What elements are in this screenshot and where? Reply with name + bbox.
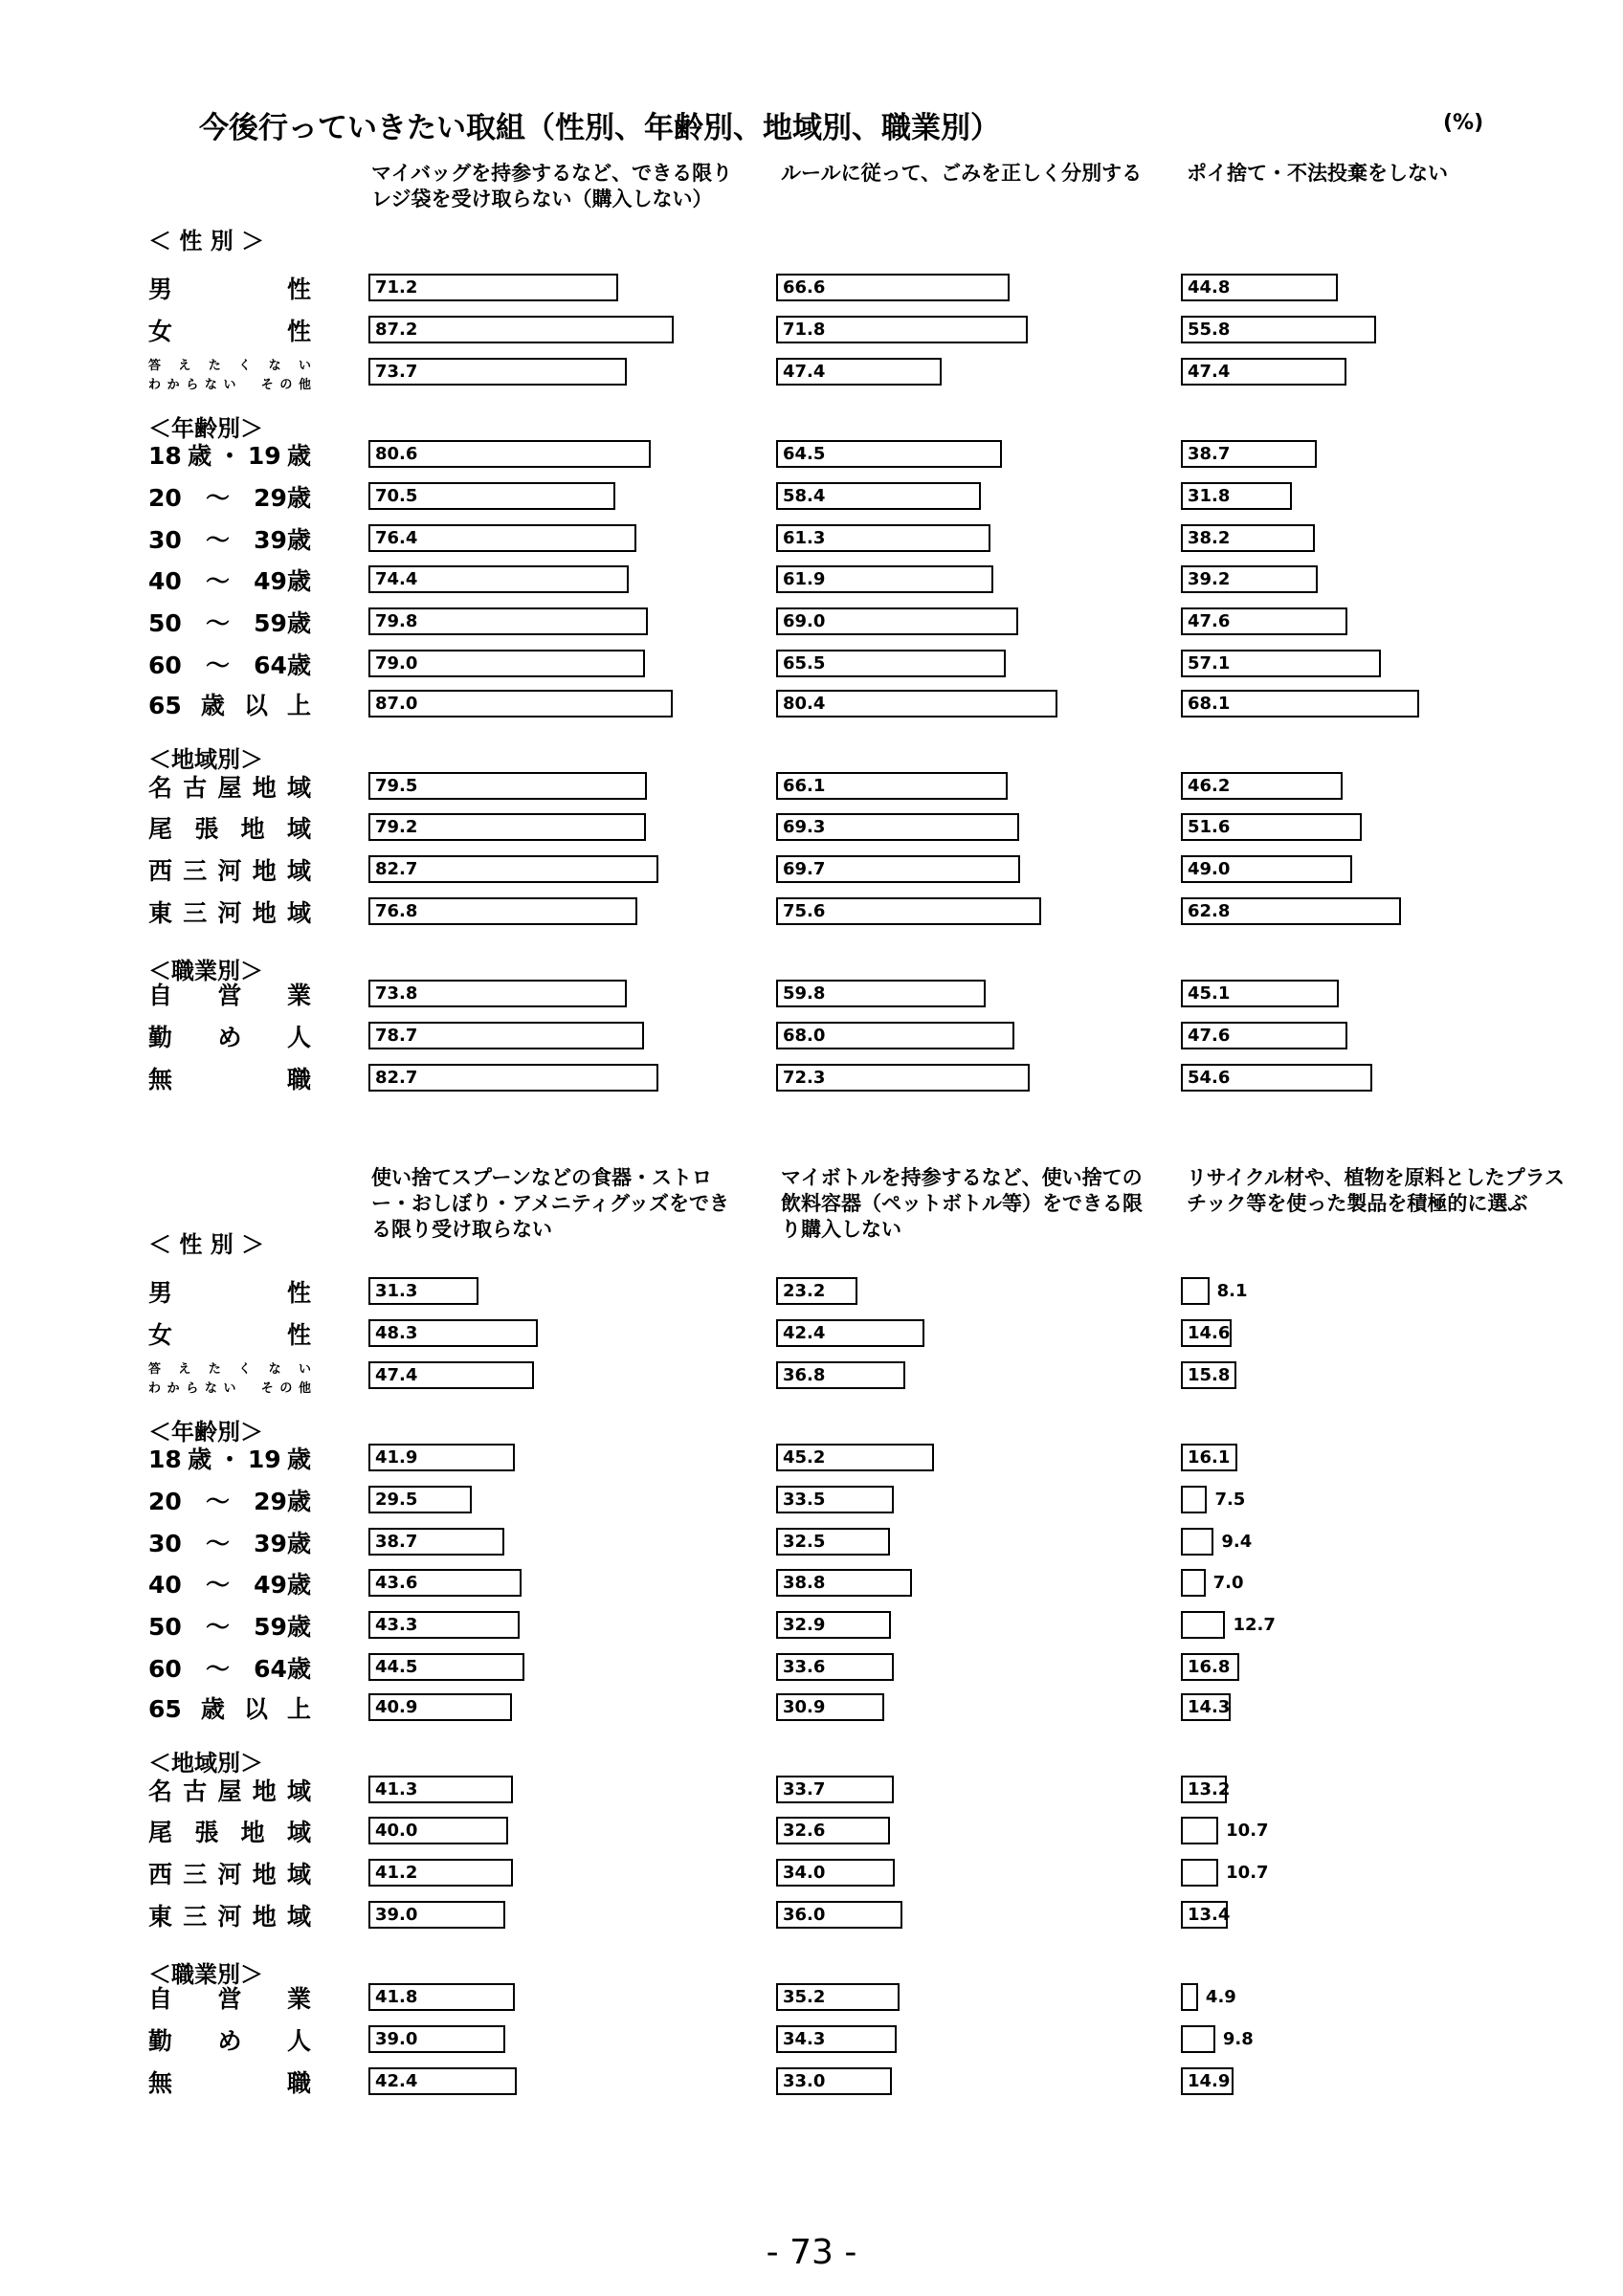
bar-label-c3-r1: 44.8 [1188, 277, 1231, 298]
bar-label-c2-r1: 66.6 [783, 277, 826, 298]
row-label-nishimikawa-s1: 西三河地域 [148, 857, 311, 885]
bar-label-c5-r11: 33.7 [783, 1779, 826, 1799]
bar-label-c4-r1: 31.3 [375, 1281, 418, 1301]
bar-label-c1-r14: 76.8 [375, 901, 418, 921]
row-label-higashimikawa-s1: 東三河地域 [148, 899, 311, 927]
bar-label-c4-r5: 29.5 [375, 1490, 418, 1510]
chart-title-2: ルールに従って、ごみを正しく分別する [781, 162, 1143, 185]
bar-label-c1-r10: 87.0 [375, 694, 418, 714]
bar-label-c3-r13: 49.0 [1188, 859, 1231, 879]
bar-c6-r16 [1181, 2025, 1215, 2053]
bar-label-c4-r2: 48.3 [375, 1323, 418, 1343]
bar-label-c5-r15: 35.2 [783, 1987, 826, 2007]
row-label-female-s2: 女 性 [148, 1321, 311, 1349]
row-label-nagoya-s2: 名古屋地域 [148, 1777, 311, 1805]
row-label-age65-s2: 65歳以上 [148, 1695, 311, 1723]
bar-label-c5-r17: 33.0 [783, 2071, 826, 2091]
chart-title-6: リサイクル材や、植物を原料としたプラスチック等を使った製品を積極的に選ぶ [1187, 1166, 1566, 1215]
row-label-male-s1: 男 性 [148, 276, 311, 303]
bar-label-c6-r3: 15.8 [1188, 1365, 1231, 1385]
bar-label-c3-r17: 54.6 [1188, 1068, 1231, 1088]
bar-label-c6-r8: 12.7 [1233, 1615, 1276, 1635]
row-label-unemployed-s1: 無職 [148, 1066, 311, 1093]
row-label-male-s2: 男 性 [148, 1279, 311, 1307]
bar-label-c6-r2: 14.6 [1188, 1323, 1231, 1343]
group-heading-region: ＜地域別＞ [148, 1750, 263, 1777]
bar-label-c6-r5: 7.5 [1214, 1490, 1246, 1510]
bar-label-c5-r10: 30.9 [783, 1697, 826, 1717]
bar-label-c2-r15: 59.8 [783, 983, 826, 1004]
group-heading-sex: ＜ 性 別 ＞ [148, 228, 265, 254]
bar-label-c3-r16: 47.6 [1188, 1026, 1231, 1046]
bar-label-c6-r1: 8.1 [1216, 1281, 1248, 1301]
group-heading-job: ＜職業別＞ [148, 1961, 263, 1988]
row-label-age20-s2: 20 ～ 29歳 [148, 1488, 311, 1515]
bar-label-c1-r9: 79.0 [375, 653, 418, 673]
bar-label-c3-r5: 31.8 [1188, 486, 1231, 506]
bar-label-c1-r12: 79.2 [375, 817, 418, 837]
unit-label: (%) [1443, 111, 1484, 135]
bar-label-c6-r6: 9.4 [1221, 1532, 1253, 1552]
row-label-higashimikawa-s2: 東三河地域 [148, 1903, 311, 1931]
bar-label-c1-r16: 78.7 [375, 1026, 418, 1046]
bar-label-c2-r13: 69.7 [783, 859, 826, 879]
bar-c6-r15 [1181, 1983, 1198, 2011]
bar-label-c1-r8: 79.8 [375, 611, 418, 631]
bar-label-c1-r5: 70.5 [375, 486, 418, 506]
bar-label-c1-r7: 74.4 [375, 569, 418, 589]
row-label-age18-s2: 18歳・19歳 [148, 1446, 311, 1473]
bar-c6-r5 [1181, 1486, 1207, 1513]
bar-label-c4-r10: 40.9 [375, 1697, 418, 1717]
bar-label-c5-r12: 32.6 [783, 1821, 826, 1841]
bar-label-c1-r3: 73.7 [375, 362, 418, 382]
bar-label-c3-r2: 55.8 [1188, 320, 1231, 340]
row-label-owari-s1: 尾張地域 [148, 815, 311, 843]
bar-label-c3-r15: 45.1 [1188, 983, 1231, 1004]
group-heading-age: ＜年齢別＞ [148, 415, 263, 442]
bar-c6-r1 [1181, 1277, 1210, 1305]
row-label-employee-s2: 勤め人 [148, 2027, 311, 2055]
row-label-other-line2-s2: わからない その他 [148, 1381, 311, 1396]
bar-label-c4-r15: 41.8 [375, 1987, 418, 2007]
row-label-age40-s1: 40 ～ 49歳 [148, 567, 311, 595]
row-label-nishimikawa-s2: 西三河地域 [148, 1861, 311, 1888]
bar-label-c4-r14: 39.0 [375, 1905, 418, 1925]
bar-label-c1-r4: 80.6 [375, 444, 418, 464]
bar-label-c4-r13: 41.2 [375, 1863, 418, 1883]
bar-label-c5-r2: 42.4 [783, 1323, 826, 1343]
bar-label-c2-r16: 68.0 [783, 1026, 826, 1046]
bar-label-c4-r16: 39.0 [375, 2029, 418, 2049]
row-label-age18-s1: 18歳・19歳 [148, 442, 311, 470]
row-label-other-line1-s1: 答えたくない [148, 359, 311, 373]
bar-label-c4-r8: 43.3 [375, 1615, 418, 1635]
page-number: - 73 - [766, 2233, 857, 2272]
bar-label-c5-r8: 32.9 [783, 1615, 826, 1635]
chart-title-1: マイバッグを持参するなど、できる限りレジ袋を受け取らない（購入しない） [371, 162, 733, 210]
row-label-age60-s1: 60 ～ 64歳 [148, 651, 311, 679]
row-label-age50-s1: 50 ～ 59歳 [148, 609, 311, 637]
bar-label-c4-r3: 47.4 [375, 1365, 418, 1385]
row-label-age30-s1: 30 ～ 39歳 [148, 526, 311, 554]
row-label-age30-s2: 30 ～ 39歳 [148, 1530, 311, 1557]
bar-label-c5-r7: 38.8 [783, 1573, 826, 1593]
bar-label-c4-r9: 44.5 [375, 1657, 418, 1677]
bar-label-c6-r4: 16.1 [1188, 1447, 1231, 1468]
bar-label-c6-r11: 13.2 [1188, 1779, 1231, 1799]
bar-label-c6-r17: 14.9 [1188, 2071, 1231, 2091]
bar-label-c2-r8: 69.0 [783, 611, 826, 631]
bar-label-c3-r12: 51.6 [1188, 817, 1231, 837]
bar-label-c3-r8: 47.6 [1188, 611, 1231, 631]
group-heading-sex: ＜ 性 別 ＞ [148, 1231, 265, 1258]
bar-label-c1-r15: 73.8 [375, 983, 418, 1004]
bar-label-c5-r16: 34.3 [783, 2029, 826, 2049]
bar-label-c2-r4: 64.5 [783, 444, 826, 464]
bar-label-c5-r14: 36.0 [783, 1905, 826, 1925]
bar-label-c2-r7: 61.9 [783, 569, 826, 589]
bar-label-c2-r17: 72.3 [783, 1068, 826, 1088]
row-label-age40-s2: 40 ～ 49歳 [148, 1571, 311, 1599]
bar-label-c6-r12: 10.7 [1226, 1821, 1269, 1841]
bar-c6-r7 [1181, 1569, 1206, 1597]
bar-label-c6-r10: 14.3 [1188, 1697, 1231, 1717]
page-title: 今後行っていきたい取組（性別、年齢別、地域別、職業別） [199, 111, 1000, 145]
bar-label-c3-r7: 39.2 [1188, 569, 1231, 589]
bar-c6-r12 [1181, 1817, 1218, 1844]
row-label-age65-s1: 65歳以上 [148, 692, 311, 719]
bar-label-c1-r17: 82.7 [375, 1068, 418, 1088]
bar-label-c3-r6: 38.2 [1188, 528, 1231, 548]
bar-label-c1-r13: 82.7 [375, 859, 418, 879]
row-label-employee-s1: 勤め人 [148, 1024, 311, 1051]
row-label-nagoya-s1: 名古屋地域 [148, 774, 311, 802]
bar-label-c2-r6: 61.3 [783, 528, 826, 548]
bar-label-c4-r17: 42.4 [375, 2071, 418, 2091]
chart-title-5: マイボトルを持参するなど、使い捨ての飲料容器（ペットボトル等）をできる限り購入しない [781, 1166, 1143, 1241]
row-label-female-s1: 女 性 [148, 318, 311, 345]
bar-label-c3-r10: 68.1 [1188, 694, 1231, 714]
bar-label-c6-r16: 9.8 [1222, 2029, 1254, 2049]
bar-label-c6-r7: 7.0 [1212, 1573, 1244, 1593]
bar-label-c5-r6: 32.5 [783, 1532, 826, 1552]
bar-label-c4-r6: 38.7 [375, 1532, 418, 1552]
bar-label-c1-r11: 79.5 [375, 776, 418, 796]
bar-label-c1-r2: 87.2 [375, 320, 418, 340]
bar-label-c2-r14: 75.6 [783, 901, 826, 921]
bar-label-c1-r6: 76.4 [375, 528, 418, 548]
bar-label-c6-r9: 16.8 [1188, 1657, 1231, 1677]
bar-label-c1-r1: 71.2 [375, 277, 418, 298]
row-label-age50-s2: 50 ～ 59歳 [148, 1613, 311, 1641]
bar-c6-r13 [1181, 1859, 1218, 1887]
chart-title-3: ポイ捨て・不法投棄をしない [1187, 162, 1448, 185]
row-label-unemployed-s2: 無職 [148, 2069, 311, 2097]
bar-label-c6-r13: 10.7 [1226, 1863, 1269, 1883]
row-label-self-s2: 自営業 [148, 1985, 311, 2013]
row-label-age20-s1: 20 ～ 29歳 [148, 484, 311, 512]
bar-label-c2-r9: 65.5 [783, 653, 826, 673]
bar-label-c3-r11: 46.2 [1188, 776, 1231, 796]
row-label-other-line1-s2: 答えたくない [148, 1362, 311, 1377]
bar-label-c4-r4: 41.9 [375, 1447, 418, 1468]
group-heading-job: ＜職業別＞ [148, 958, 263, 984]
chart-title-4: 使い捨てスプーンなどの食器・ストロー・おしぼり・アメニティグッズをできる限り受け取らない [371, 1166, 730, 1241]
bar-label-c3-r3: 47.4 [1188, 362, 1231, 382]
bar-label-c6-r15: 4.9 [1205, 1987, 1236, 2007]
bar-label-c3-r14: 62.8 [1188, 901, 1231, 921]
row-label-age60-s2: 60 ～ 64歳 [148, 1655, 311, 1683]
bar-label-c4-r12: 40.0 [375, 1821, 418, 1841]
bar-label-c3-r9: 57.1 [1188, 653, 1231, 673]
bar-label-c5-r3: 36.8 [783, 1365, 826, 1385]
group-heading-region: ＜地域別＞ [148, 746, 263, 773]
bar-label-c4-r7: 43.6 [375, 1573, 418, 1593]
bar-label-c5-r4: 45.2 [783, 1447, 826, 1468]
bar-label-c2-r5: 58.4 [783, 486, 826, 506]
bar-c6-r8 [1181, 1611, 1225, 1639]
row-label-other-line2-s1: わからない その他 [148, 378, 311, 392]
bar-label-c2-r11: 66.1 [783, 776, 826, 796]
bar-label-c2-r10: 80.4 [783, 694, 826, 714]
group-heading-age: ＜年齢別＞ [148, 1419, 263, 1446]
bar-label-c2-r12: 69.3 [783, 817, 826, 837]
bar-c6-r6 [1181, 1528, 1213, 1556]
bar-label-c6-r14: 13.4 [1188, 1905, 1231, 1925]
bar-label-c5-r5: 33.5 [783, 1490, 826, 1510]
bar-label-c5-r1: 23.2 [783, 1281, 826, 1301]
bar-label-c2-r3: 47.4 [783, 362, 826, 382]
row-label-self-s1: 自営業 [148, 982, 311, 1009]
bar-label-c5-r13: 34.0 [783, 1863, 826, 1883]
bar-label-c5-r9: 33.6 [783, 1657, 826, 1677]
row-label-owari-s2: 尾張地域 [148, 1819, 311, 1846]
bar-label-c2-r2: 71.8 [783, 320, 826, 340]
bar-label-c4-r11: 41.3 [375, 1779, 418, 1799]
bar-label-c3-r4: 38.7 [1188, 444, 1231, 464]
